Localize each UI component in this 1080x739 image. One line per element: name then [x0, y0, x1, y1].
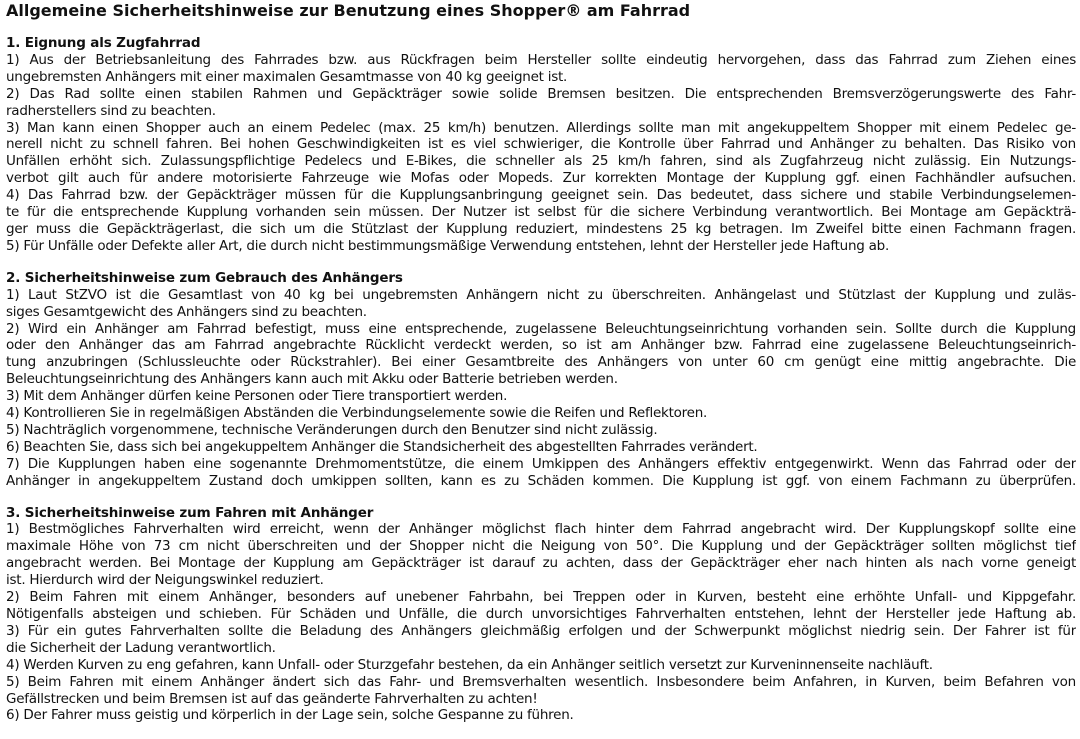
paragraph-line: 3) Mit dem Anhänger dürfen keine Personen oder Tiere transportiert werden. [6, 388, 508, 405]
paragraph-line: 1) Bestmögliches Fahrverhalten wird erreicht, wenn der Anhänger möglichst flach hinter dem Fahrrad angebracht wird. Der Kupplungskopf sollte eine [6, 521, 1076, 538]
paragraph-line: te für die entsprechende Kupplung vorhanden sein müssen. Der Nutzer ist selbst für die sichere Verbindung verantwortlich. Bei Montage am Gepäckträ- [6, 204, 1076, 221]
paragraph-line: verbot gilt auch für andere motorisierte Fahrzeuge wie Mofas oder Mopeds. Zur korrekten Montage der Kupplung ggf. einen Fachhändler aufsuchen. [6, 170, 1076, 187]
paragraph-line: 7) Die Kupplungen haben eine sogenannte Drehmomentstütze, die einem Umkippen des Anhängers effektiv entgegenwirkt. Wenn das Fahrrad oder der [6, 455, 1076, 472]
paragraph-line: Nötigenfalls absteigen und schieben. Für Schäden und Unfälle, die durch unvorsichtiges Fahrverhalten entstehen, lehnt der Hersteller jede Haftung ab. [6, 606, 1076, 622]
paragraph-line: 1) Laut StZVO ist die Gesamtlast von 40 kg bei ungebremsten Anhängern nicht zu überschreiten. Anhängelast und Stützlast der Kupplung und zuläs- [6, 286, 1076, 303]
section-heading: 3. Sicherheitshinweise zum Fahren mit Anhänger [6, 504, 374, 521]
paragraph-line: 2) Beim Fahren mit einem Anhänger, besonders auf unebener Fahrbahn, bei Treppen oder in Kurven, besteht eine erhöhte Unfall- und Kippgefahr. [6, 589, 1076, 606]
paragraph-line: 3) Für ein gutes Fahrverhalten sollte die Beladung des Anhängers gleichmäßig erfolgen und der Schwerpunkt möglichst niedrig sein. Der Fahrer ist für [6, 622, 1076, 639]
paragraph-line: angebracht werden. Bei Montage der Kupplung am Gepäckträger ist darauf zu achten, dass der Gepäckträger eher nach hinten als nach vorne geneigt [6, 555, 1076, 572]
paragraph-line: 5) Für Unfälle oder Defekte aller Art, die durch nicht bestimmungsmäßige Verwendung entstehen, lehnt der Hersteller jede Haftung ab. [6, 237, 890, 254]
paragraph-line: Beleuchtungseinrichtung des Anhängers kann auch mit Akku oder Batterie betrieben werden. [6, 371, 618, 388]
paragraph-line: 4) Das Fahrrad bzw. der Gepäckträger müssen für die Kupplungsanbringung geeignet sein. Das bedeutet, dass sichere und stabile Verbindungselemen- [6, 187, 1076, 204]
paragraph-line: ungebremsten Anhängers mit einer maximalen Gesamtmasse von 40 kg geeignet ist. [6, 68, 568, 85]
section-heading: 1. Eignung als Zugfahrrad [6, 35, 201, 51]
paragraph-line: 4) Werden Kurven zu eng gefahren, kann Unfall- oder Sturzgefahr bestehen, da ein Anhänger seitlich versetzt zur Kurveninnenseite nachläuft. [6, 656, 933, 673]
paragraph-line: 6) Der Fahrer muss geistig und körperlich in der Lage sein, solche Gespanne zu führen. [6, 707, 574, 724]
document-page [6, 0, 1076, 739]
paragraph-line: ist. Hierdurch wird der Neigungswinkel reduziert. [6, 572, 324, 589]
paragraph-line: maximale Höhe von 73 cm nicht überschreiten und der Shopper nicht die Neigung von 50°. Die Kupplung und der Gepäckträger sollten möglichst tief [6, 538, 1076, 555]
paragraph-line: Unfällen erhöht sich. Zulassungspflichtige Pedelecs und E-Bikes, die schneller als 25 km/h fahren, sind als Zugfahrzeug nicht zulässig. Ein Nutzungs- [6, 153, 1076, 170]
section-1 [6, 35, 1076, 255]
section-heading: 2. Sicherheitshinweise zum Gebrauch des Anhängers [6, 269, 403, 286]
paragraph-line: Gefällstrecken und beim Bremsen ist auf das geänderte Fahrverhalten zu achten! [6, 690, 538, 707]
paragraph-line: nerell nicht zu schnell fahren. Bei hohen Geschwindigkeiten ist es viel schwieriger, die Kontrolle über Fahrrad und Anhänger zu behalten. Das Risiko von [6, 136, 1076, 153]
paragraph-line: 2) Wird ein Anhänger am Fahrrad befestigt, muss eine entsprechende, zugelassene Beleuchtungseinrichtung vorhanden sein. Sollte durch die Kupplung [6, 320, 1076, 337]
paragraph-line: 5) Nachträglich vorgenommene, technische Veränderungen durch den Benutzer sind nicht zulässig. [6, 421, 658, 438]
paragraph-line: oder den Anhänger das am Fahrrad angebrachte Rücklicht verdeckt werden, so ist am Anhänger bzw. Fahrrad eine zugelassene Beleuchtungseinrich- [6, 337, 1076, 354]
paragraph-line: Anhänger in angekuppeltem Zustand doch umkippen sollten, kann es zu Schäden kommen. Die Kupplung ist ggf. von einem Fachmann zu überprüfen. [6, 472, 1076, 489]
paragraph-line: 3) Man kann einen Shopper auch an einem Pedelec (max. 25 km/h) benutzen. Allerdings sollte man mit angekuppeltem Shopper mit einem Pedelec ge- [6, 119, 1076, 136]
section-2 [6, 270, 1076, 490]
paragraph-line: ger muss die Gepäckträgerlast, die sich um die Stützlast der Kupplung reduziert, mindestens 25 kg betragen. Im Zweifel bitte einen Fachmann fragen. [6, 220, 1076, 237]
paragraph-line: 4) Kontrollieren Sie in regelmäßigen Abständen die Verbindungselemente sowie die Reifen und Reflektoren. [6, 405, 708, 422]
paragraph-line: radherstellers sind zu beachten. [6, 102, 216, 119]
paragraph-line: die Sicherheit der Ladung verantwortlich. [6, 639, 276, 656]
paragraph-line: 2) Das Rad sollte einen stabilen Rahmen und Gepäckträger sowie solide Bremsen besitzen. Die entsprechenden Bremsverzögerungswerte des Fahr- [6, 85, 1076, 102]
sections-container [6, 35, 1076, 724]
paragraph-line: 5) Beim Fahren mit einem Anhänger ändert sich das Fahr- und Bremsverhalten wesentlich. Insbesondere beim Anfahren, in Kurven, beim Befahren von [6, 673, 1076, 690]
paragraph-line: 1) Aus der Betriebsanleitung des Fahrrades bzw. aus Rückfragen beim Hersteller sollte eindeutig hervorgehen, dass das Fahrrad zum Ziehen eines [6, 51, 1076, 68]
document-title: Allgemeine Sicherheitshinweise zur Benutzung eines Shopper® am Fahrrad [6, 1, 691, 20]
section-3 [6, 505, 1076, 725]
paragraph-line: 6) Beachten Sie, dass sich bei angekuppeltem Anhänger die Standsicherheit des abgestellten Fahrrades verändert. [6, 438, 758, 455]
paragraph-line: tung anzubringen (Schlussleuchte oder Rückstrahler). Bei einer Gesamtbreite des Anhängers von unter 60 cm genügt eine mittig angebrachte. Die [6, 354, 1076, 371]
paragraph-line: siges Gesamtgewicht des Anhängers sind zu beachten. [6, 303, 367, 320]
